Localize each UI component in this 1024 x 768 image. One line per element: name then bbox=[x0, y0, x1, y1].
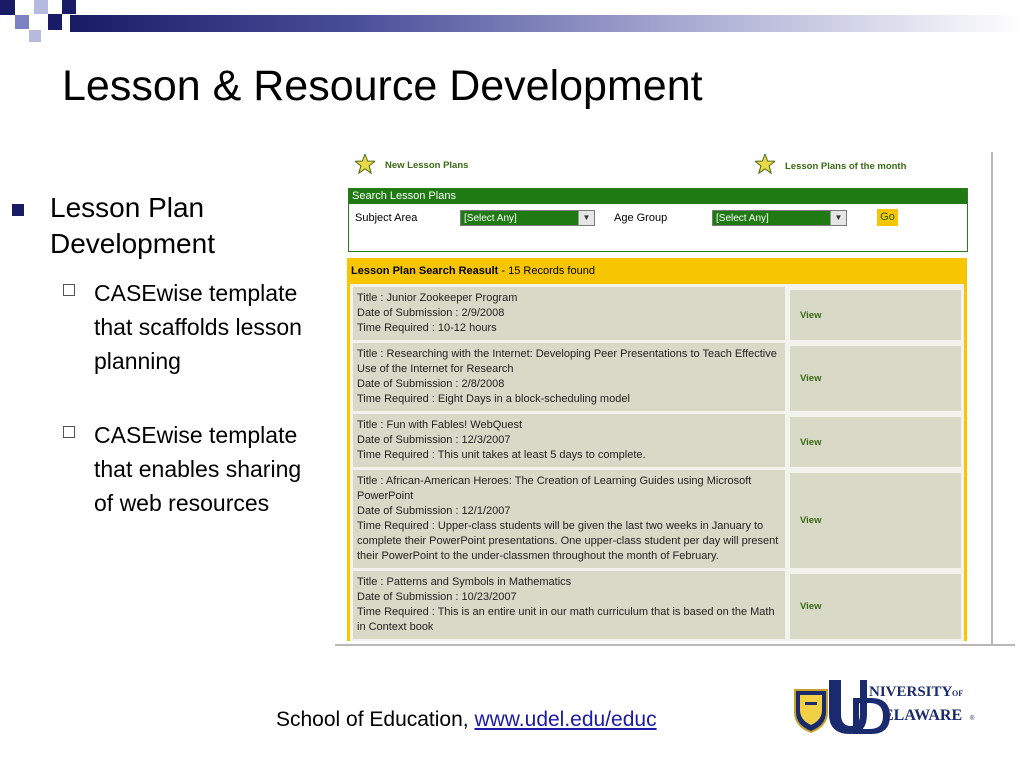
decor-square bbox=[34, 0, 48, 14]
go-button[interactable]: Go bbox=[877, 209, 898, 226]
footer-text bbox=[276, 708, 657, 732]
lesson-title: Title : Junior Zookeeper Program bbox=[357, 292, 518, 304]
view-link[interactable]: View bbox=[790, 346, 961, 411]
lesson-date: Date of Submission : 10/23/2007 bbox=[357, 591, 517, 603]
lesson-details bbox=[353, 414, 785, 467]
lesson-date: Date of Submission : 12/1/2007 bbox=[357, 505, 511, 517]
lesson-time: Time Required : Eight Days in a block-scheduling model bbox=[357, 393, 630, 405]
university-of-delaware-logo bbox=[793, 676, 983, 736]
embedded-web-screenshot bbox=[335, 140, 1015, 646]
hollow-square-bullet-icon bbox=[63, 284, 75, 296]
sub-bullet-text: CASEwise template that scaffolds lesson planning bbox=[94, 280, 302, 374]
lesson-details bbox=[353, 343, 785, 411]
lesson-title: Title : Researching with the Internet: Developing Peer Presentations to Teach Effective Use of the Internet for Research bbox=[357, 348, 777, 375]
age-group-label: Age Group bbox=[614, 212, 668, 224]
lesson-date: Date of Submission : 12/3/2007 bbox=[357, 434, 511, 446]
svg-text:ELAWARE: ELAWARE bbox=[883, 707, 963, 724]
lesson-time: Time Required : Upper-class students will be given the last two weeks in January to complete their PowerPoint presentations. One upper-class student per day will present their PowerPoint to the under-classmen throughout the month of February. bbox=[357, 520, 779, 562]
divider bbox=[335, 644, 1015, 646]
lesson-time: Time Required : This is an entire unit in our math curriculum that is based on the Math in Context book bbox=[357, 606, 775, 633]
view-link[interactable]: View bbox=[790, 417, 961, 467]
lesson-title: Title : Fun with Fables! WebQuest bbox=[357, 419, 523, 431]
divider bbox=[991, 152, 993, 646]
lesson-details bbox=[353, 571, 785, 639]
view-link[interactable]: View bbox=[790, 473, 961, 568]
search-panel bbox=[348, 188, 968, 252]
lesson-date: Date of Submission : 2/8/2008 bbox=[357, 378, 505, 390]
lesson-title: Title : Patterns and Symbols in Mathematics bbox=[357, 576, 572, 588]
lesson-details bbox=[353, 287, 785, 340]
star-icon bbox=[755, 154, 775, 174]
results-title: Lesson Plan Search Reasult bbox=[351, 265, 499, 277]
results-count: - 15 Records found bbox=[498, 265, 595, 277]
table-row bbox=[350, 571, 964, 639]
new-lesson-plans-link[interactable]: New Lesson Plans bbox=[385, 160, 469, 171]
results-table bbox=[347, 284, 967, 641]
subject-area-select[interactable] bbox=[460, 210, 595, 226]
lesson-time: Time Required : 10-12 hours bbox=[357, 322, 497, 334]
age-group-select[interactable] bbox=[712, 210, 847, 226]
decor-square bbox=[48, 14, 62, 30]
table-row bbox=[350, 287, 964, 340]
sub-bullet-text: CASEwise template that enables sharing of web resources bbox=[94, 422, 302, 516]
chevron-down-icon[interactable]: ▼ bbox=[830, 211, 846, 225]
footer-label: School of Education, bbox=[276, 708, 475, 731]
bullet-item bbox=[12, 190, 312, 262]
slide-title: Lesson & Resource Development bbox=[62, 62, 703, 110]
svg-text:NIVERSITY: NIVERSITY bbox=[869, 684, 953, 700]
table-row bbox=[350, 470, 964, 568]
footer-link[interactable]: www.udel.edu/educ bbox=[474, 708, 657, 731]
table-row bbox=[350, 414, 964, 467]
select-value: [Select Any] bbox=[464, 213, 517, 224]
view-link[interactable]: View bbox=[790, 574, 961, 639]
title-bar-decoration bbox=[70, 15, 1024, 32]
select-value: [Select Any] bbox=[716, 213, 769, 224]
bullet-text: Lesson Plan Development bbox=[50, 192, 215, 259]
results-heading bbox=[347, 258, 967, 284]
lesson-title: Title : African-American Heroes: The Creation of Learning Guides using Microsoft PowerPoint bbox=[357, 475, 752, 502]
lesson-date: Date of Submission : 2/9/2008 bbox=[357, 307, 505, 319]
hollow-square-bullet-icon bbox=[63, 426, 75, 438]
svg-text:®: ® bbox=[970, 716, 975, 722]
subject-area-label: Subject Area bbox=[355, 212, 418, 224]
sub-bullet-item bbox=[63, 418, 313, 520]
decor-square bbox=[15, 15, 29, 29]
table-row bbox=[350, 343, 964, 411]
chevron-down-icon[interactable]: ▼ bbox=[578, 211, 594, 225]
svg-text:OF: OF bbox=[952, 689, 964, 698]
lesson-time: Time Required : This unit takes at least 5 days to complete. bbox=[357, 449, 646, 461]
decor-square bbox=[29, 30, 41, 42]
lesson-plans-of-month-link[interactable]: Lesson Plans of the month bbox=[785, 161, 907, 172]
search-panel-title: Search Lesson Plans bbox=[349, 189, 967, 204]
sub-bullet-item bbox=[63, 276, 313, 378]
view-link[interactable]: View bbox=[790, 290, 961, 340]
square-bullet-icon bbox=[12, 204, 24, 216]
star-icon bbox=[355, 154, 375, 174]
lesson-details bbox=[353, 470, 785, 568]
decor-square bbox=[62, 0, 76, 14]
decor-square bbox=[0, 0, 15, 15]
